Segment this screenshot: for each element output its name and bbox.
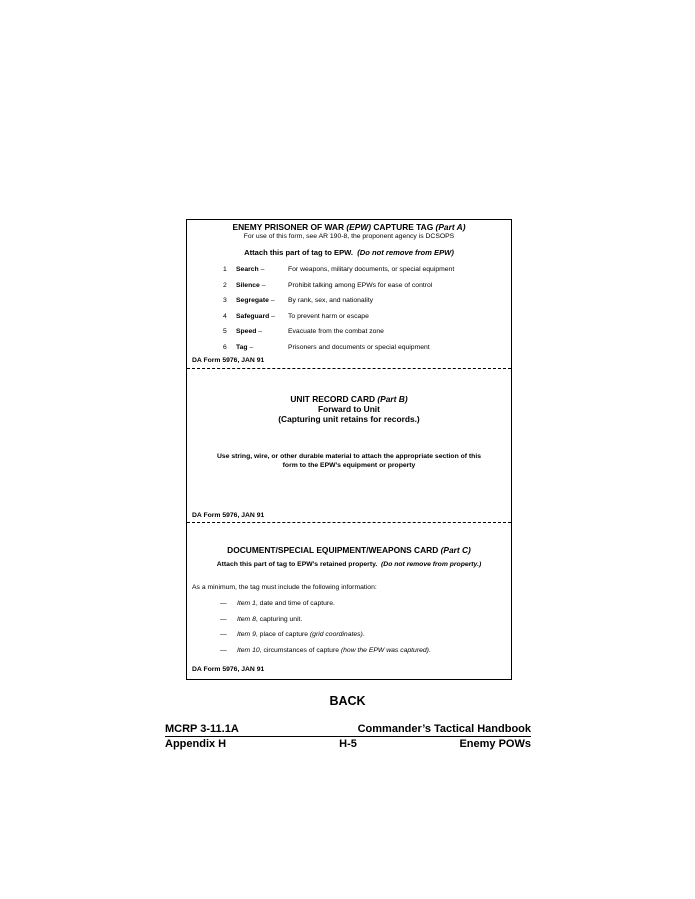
footer-rule [165,736,531,737]
appendix-label: Appendix H [165,738,227,750]
part-c-attach-instruction: Attach this part of tag to EPW’s retained property. (Do not remove from property.) [216,561,482,568]
back-label: BACK [329,694,366,708]
list-item: 4 Safeguard – To prevent harm or escape [223,312,369,320]
part-a-section [187,222,511,257]
list-item: 1 Search – For weapons, military documents, or special equipment [223,266,455,273]
part-a-attach-instruction: Attach this part of tag to EPW. (Do not remove from EPW) [244,248,454,257]
part-b-instruction: Use string, wire, or other durable material to attach the appropriate section of this form to the EPW’s equipment or property [217,453,481,469]
part-c-title: DOCUMENT/SPECIAL EQUIPMENT/WEAPONS CARD (Part C) [227,545,471,555]
part-a-title: ENEMY PRISONER OF WAR (EPW) CAPTURE TAG (Part A) [232,222,466,232]
list-item: — Item 1, date and time of capture. [220,600,335,607]
part-b-title: UNIT RECORD CARD (Part B) [290,394,408,404]
list-item: 6 Tag – Prisoners and documents or special equipment [223,343,430,351]
part-c-section [187,545,511,568]
page-number: H-5 [339,738,357,750]
part-a-form-number: DA Form 5976, JAN 91 [192,357,265,364]
list-item: — Item 10, circumstances of capture (how the EPW was captured). [220,646,431,654]
list-item: 3 Segregate – By rank, sex, and nationality [223,297,374,304]
part-b-form-number: DA Form 5976, JAN 91 [192,512,265,519]
part-c-form-number: DA Form 5976, JAN 91 [192,666,265,673]
tear-line-a-b [187,368,511,369]
part-a-subtitle: For use of this form, see AR 190-8, the proponent agency is DCSOPS [243,233,455,240]
list-item: — Item 8, capturing unit. [220,615,303,623]
chapter-title: Enemy POWs [459,738,531,750]
epw-capture-tag-form [186,219,512,680]
list-item: 5 Speed – Evacuate from the combat zone [223,328,384,335]
part-b-retain-line: (Capturing unit retains for records.) [278,414,420,424]
part-b-forward-line: Forward to Unit [318,404,380,414]
tear-line-b-c [187,522,511,523]
list-item: 2 Silence – Prohibit talking among EPWs for ease of control [223,281,433,289]
publication-number: MCRP 3-11.1A [165,723,239,735]
part-c-minimum-text: As a minimum, the tag must include the following information: [192,584,377,591]
part-b-section [187,394,511,424]
handbook-title: Commander’s Tactical Handbook [357,723,531,735]
list-item: — Item 9, place of capture (grid coordinates). [220,631,365,638]
